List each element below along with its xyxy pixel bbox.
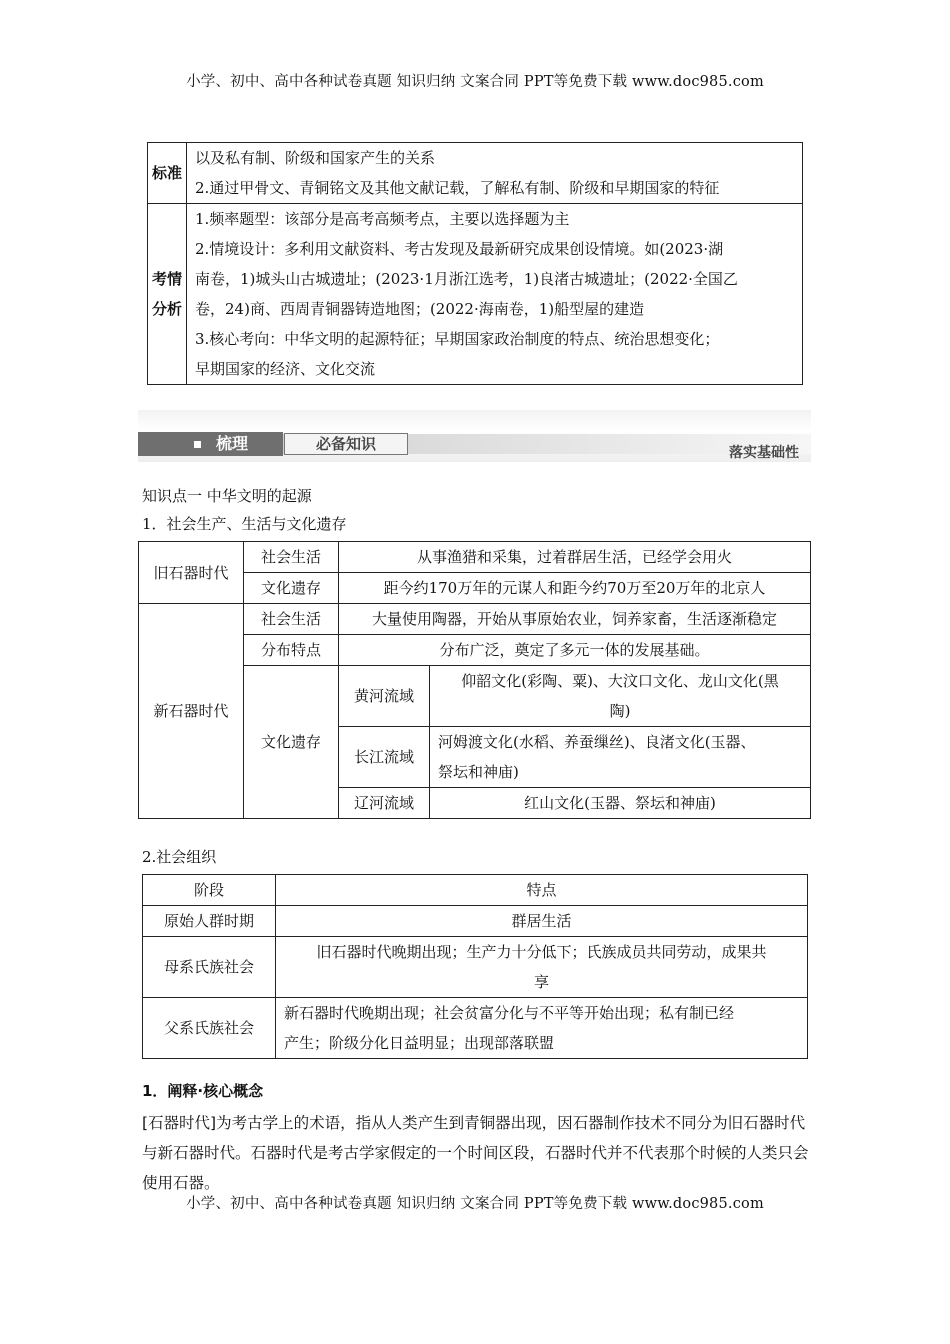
- standard-label: 标准: [148, 143, 187, 204]
- region-cell: 辽河流域: [339, 788, 430, 819]
- analysis-label-line: 分析: [151, 300, 182, 318]
- cell-label: 社会生活: [244, 604, 339, 635]
- stage-cell: 母系氏族社会: [143, 937, 276, 998]
- cell-line: 新石器时代晚期出现；社会贫富分化与不平等开始出现；私有制已经: [284, 1004, 735, 1022]
- cell-label: 文化遗存: [244, 573, 339, 604]
- section-1-title: 1．社会生产、生活与文化遗存: [142, 515, 347, 533]
- social-organization-table: [142, 874, 808, 1059]
- banner-light-tab: 必备知识: [284, 433, 408, 455]
- cell-value: 红山文化(玉器、祭坛和神庙): [430, 788, 811, 819]
- cell-label: 文化遗存: [244, 666, 339, 819]
- cell-value: [430, 727, 811, 788]
- banner-dark-tab: [138, 432, 283, 456]
- cell-line: 产生；阶级分化日益明显；出现部落联盟: [284, 1034, 555, 1052]
- page-footer: 小学、初中、高中各种试卷真题 知识归纳 文案合同 PPT等免费下载 www.doc985.com: [186, 1196, 764, 1212]
- cell-value: 从事渔猎和采集，过着群居生活，已经学会用火: [339, 542, 811, 573]
- standard-line: 以及私有制、阶级和国家产生的关系: [195, 149, 436, 167]
- cell-line: 享: [533, 973, 549, 991]
- culture-table: [138, 541, 811, 819]
- analysis-label: [148, 204, 187, 385]
- region-cell: 长江流域: [339, 727, 430, 788]
- cell-line: 旧石器时代晚期出现；生产力十分低下；氏族成员共同劳动，成果共: [316, 943, 767, 961]
- cell-line: 河姆渡文化(水稻、养蚕缫丝)、良渚文化(玉器、: [438, 733, 756, 751]
- analysis-line: 3.核心考向：中华文明的起源特征；早期国家政治制度的特点、统治思想变化；: [195, 330, 720, 348]
- stage-cell: 原始人群时期: [143, 906, 276, 937]
- header-cell: 特点: [276, 875, 808, 906]
- standards-table: [147, 142, 803, 385]
- cell-line: 祭坛和神庙): [438, 763, 519, 781]
- cell-line: 仰韶文化(彩陶、粟)、大汶口文化、龙山文化(黑: [461, 672, 779, 690]
- analysis-content: [187, 204, 803, 385]
- standard-content: [187, 143, 803, 204]
- section-banner: [138, 410, 811, 462]
- feature-cell: [276, 937, 808, 998]
- feature-cell: [276, 998, 808, 1059]
- analysis-line: 卷，24)商、西周青铜器铸造地图；(2022·海南卷，1)船型屋的建造: [195, 300, 645, 318]
- cell-label: 社会生活: [244, 542, 339, 573]
- analysis-line: 南卷，1)城头山古城遗址；(2023·1月浙江选考，1)良渚古城遗址；(2022·全国乙: [195, 270, 738, 288]
- banner-right-label: 落实基础性: [729, 445, 799, 461]
- stage-cell: 父系氏族社会: [143, 998, 276, 1059]
- analysis-line: 2.情境设计：多利用文献资料、考古发现及最新研究成果创设情境。如(2023·湖: [195, 240, 724, 258]
- page-header: 小学、初中、高中各种试卷真题 知识归纳 文案合同 PPT等免费下载 www.doc985.com: [186, 74, 764, 90]
- banner-dark-label: 梳理: [216, 434, 249, 453]
- feature-cell: 群居生活: [276, 906, 808, 937]
- cell-value: 距今约170万年的元谋人和距今约70万至20万年的北京人: [339, 573, 811, 604]
- region-cell: 黄河流域: [339, 666, 430, 727]
- paleolithic-cell: 旧石器时代: [139, 542, 244, 604]
- core-concept-text: [石器时代]为考古学上的术语，指从人类产生到青铜器出现，因石器制作技术不同分为旧石器时代与新石器时代。石器时代是考古学家假定的一个时间区段，石器时代并不代表那个时候的人类只会使用石器。: [142, 1114, 809, 1192]
- core-concept-title: 1．阐释·核心概念: [142, 1082, 264, 1100]
- cell-value: 分布广泛，奠定了多元一体的发展基础。: [339, 635, 811, 666]
- square-icon: [194, 441, 201, 448]
- analysis-line: 早期国家的经济、文化交流: [195, 360, 376, 378]
- analysis-label-line: 考情: [151, 270, 182, 288]
- cell-value: [430, 666, 811, 727]
- analysis-line: 1.频率题型：该部分是高考高频考点，主要以选择题为主: [195, 210, 570, 228]
- standard-line: 2.通过甲骨文、青铜铭文及其他文献记载，了解私有制、阶级和早期国家的特征: [195, 179, 720, 197]
- section-2-title: 2.社会组织: [142, 848, 217, 866]
- cell-label: 分布特点: [244, 635, 339, 666]
- cell-line: 陶): [609, 702, 631, 720]
- neolithic-cell: 新石器时代: [139, 604, 244, 819]
- knowledge-point-title: 知识点一 中华文明的起源: [142, 487, 312, 505]
- header-cell: 阶段: [143, 875, 276, 906]
- cell-value: 大量使用陶器，开始从事原始农业，饲养家畜，生活逐渐稳定: [339, 604, 811, 635]
